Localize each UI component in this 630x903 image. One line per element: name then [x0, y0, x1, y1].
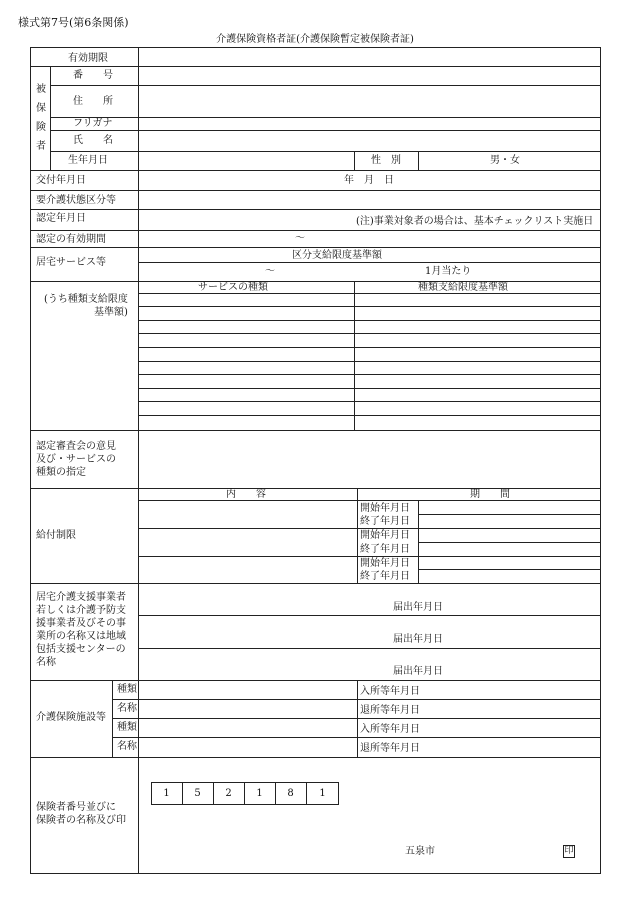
- cert-note: (注)事業対象者の場合は、基本チェックリスト実施日: [356, 216, 594, 227]
- start-date-1: 開始年月日: [360, 503, 410, 514]
- insurer-digit-5: 8: [287, 788, 294, 799]
- name-label: 氏 名: [73, 135, 113, 146]
- insured-char-3: 険: [36, 122, 46, 133]
- end-date-2: 終了年月日: [360, 544, 410, 555]
- cert-period-label: 認定の有効期間: [36, 234, 106, 245]
- content-header: 内 容: [226, 489, 266, 500]
- insurer-label-2: 保険者の名称及び印: [36, 815, 126, 826]
- discharge-date-1: 退所等年月日: [360, 705, 420, 716]
- insured-char-1: 被: [36, 84, 46, 95]
- facility-kind-2: 種類: [117, 722, 137, 733]
- insurer-digit-2: 5: [194, 788, 201, 799]
- care-level-label: 要介護状態区分等: [36, 195, 116, 206]
- furigana-label: フリガナ: [73, 118, 113, 129]
- support-provider-label-1: 居宅介護支援事業者: [36, 592, 126, 603]
- type-limit-amount-header: 種類支給限度基準額: [418, 282, 508, 293]
- support-provider-label-5: 包括支援センターの: [36, 644, 126, 655]
- type-limit-label-1: (うち種類支給限度: [44, 294, 128, 305]
- admission-date-1: 入所等年月日: [360, 686, 420, 697]
- support-provider-label-2: 若しくは介護予防支: [36, 605, 126, 616]
- committee-label-2: 及び・サービスの: [36, 454, 116, 465]
- sex-value: 男・女: [490, 155, 520, 166]
- insurer-label-1: 保険者番号並びに: [36, 802, 116, 813]
- facility-name-2: 名称: [117, 741, 137, 752]
- validity-label: 有効期限: [68, 53, 108, 64]
- limit-tilde: ～: [265, 266, 275, 277]
- insurer-digit-3: 2: [225, 788, 232, 799]
- committee-label-1: 認定審査会の意見: [36, 441, 116, 452]
- insurer-digit-1: 1: [163, 788, 170, 799]
- insurer-digit-6: 1: [319, 788, 326, 799]
- insurer-digit-4: 1: [256, 788, 263, 799]
- issue-date-label: 交付年月日: [36, 175, 86, 186]
- start-date-2: 開始年月日: [360, 530, 410, 541]
- home-service-label: 居宅サービス等: [36, 257, 106, 268]
- type-limit-label-2: 基準額): [94, 307, 128, 318]
- insured-char-2: 保: [36, 103, 46, 114]
- sex-label: 性 別: [371, 155, 401, 166]
- form-title: 介護保険資格者証(介護保険暫定被保険者証): [216, 34, 414, 45]
- cert-period-tilde: ～: [295, 233, 305, 244]
- facility-name-1: 名称: [117, 703, 137, 714]
- cert-date-label: 認定年月日: [36, 213, 86, 224]
- per-month-label: 1月当たり: [425, 266, 472, 277]
- committee-label-3: 種類の指定: [36, 467, 86, 478]
- support-provider-label-4: 業所の名称又は地域: [36, 631, 126, 642]
- insurer-name: 五泉市: [405, 846, 435, 857]
- address-label: 住 所: [73, 96, 113, 107]
- support-provider-label-3: 援事業者及びその事: [36, 618, 126, 629]
- support-provider-label-6: 名称: [36, 657, 56, 668]
- end-date-1: 終了年月日: [360, 516, 410, 527]
- birth-label: 生年月日: [68, 155, 108, 166]
- facility-label: 介護保険施設等: [36, 712, 106, 723]
- period-header: 期 間: [470, 489, 510, 500]
- end-date-3: 終了年月日: [360, 571, 410, 582]
- service-type-header: サービスの種類: [198, 282, 268, 293]
- number-label: 番 号: [73, 70, 113, 81]
- form-number: 様式第7号(第6条関係): [18, 16, 129, 29]
- start-date-3: 開始年月日: [360, 558, 410, 569]
- report-date-2: 届出年月日: [393, 634, 443, 645]
- insured-char-4: 者: [36, 141, 46, 152]
- benefit-limit-label: 給付制限: [36, 530, 76, 541]
- issue-date-ymd: 年 月 日: [344, 175, 394, 186]
- limit-amount-label: 区分支給限度基準額: [292, 250, 382, 261]
- report-date-3: 届出年月日: [393, 666, 443, 677]
- seal-mark: 印: [564, 846, 574, 856]
- report-date-1: 届出年月日: [393, 602, 443, 613]
- discharge-date-2: 退所等年月日: [360, 743, 420, 754]
- admission-date-2: 入所等年月日: [360, 724, 420, 735]
- facility-kind-1: 種類: [117, 684, 137, 695]
